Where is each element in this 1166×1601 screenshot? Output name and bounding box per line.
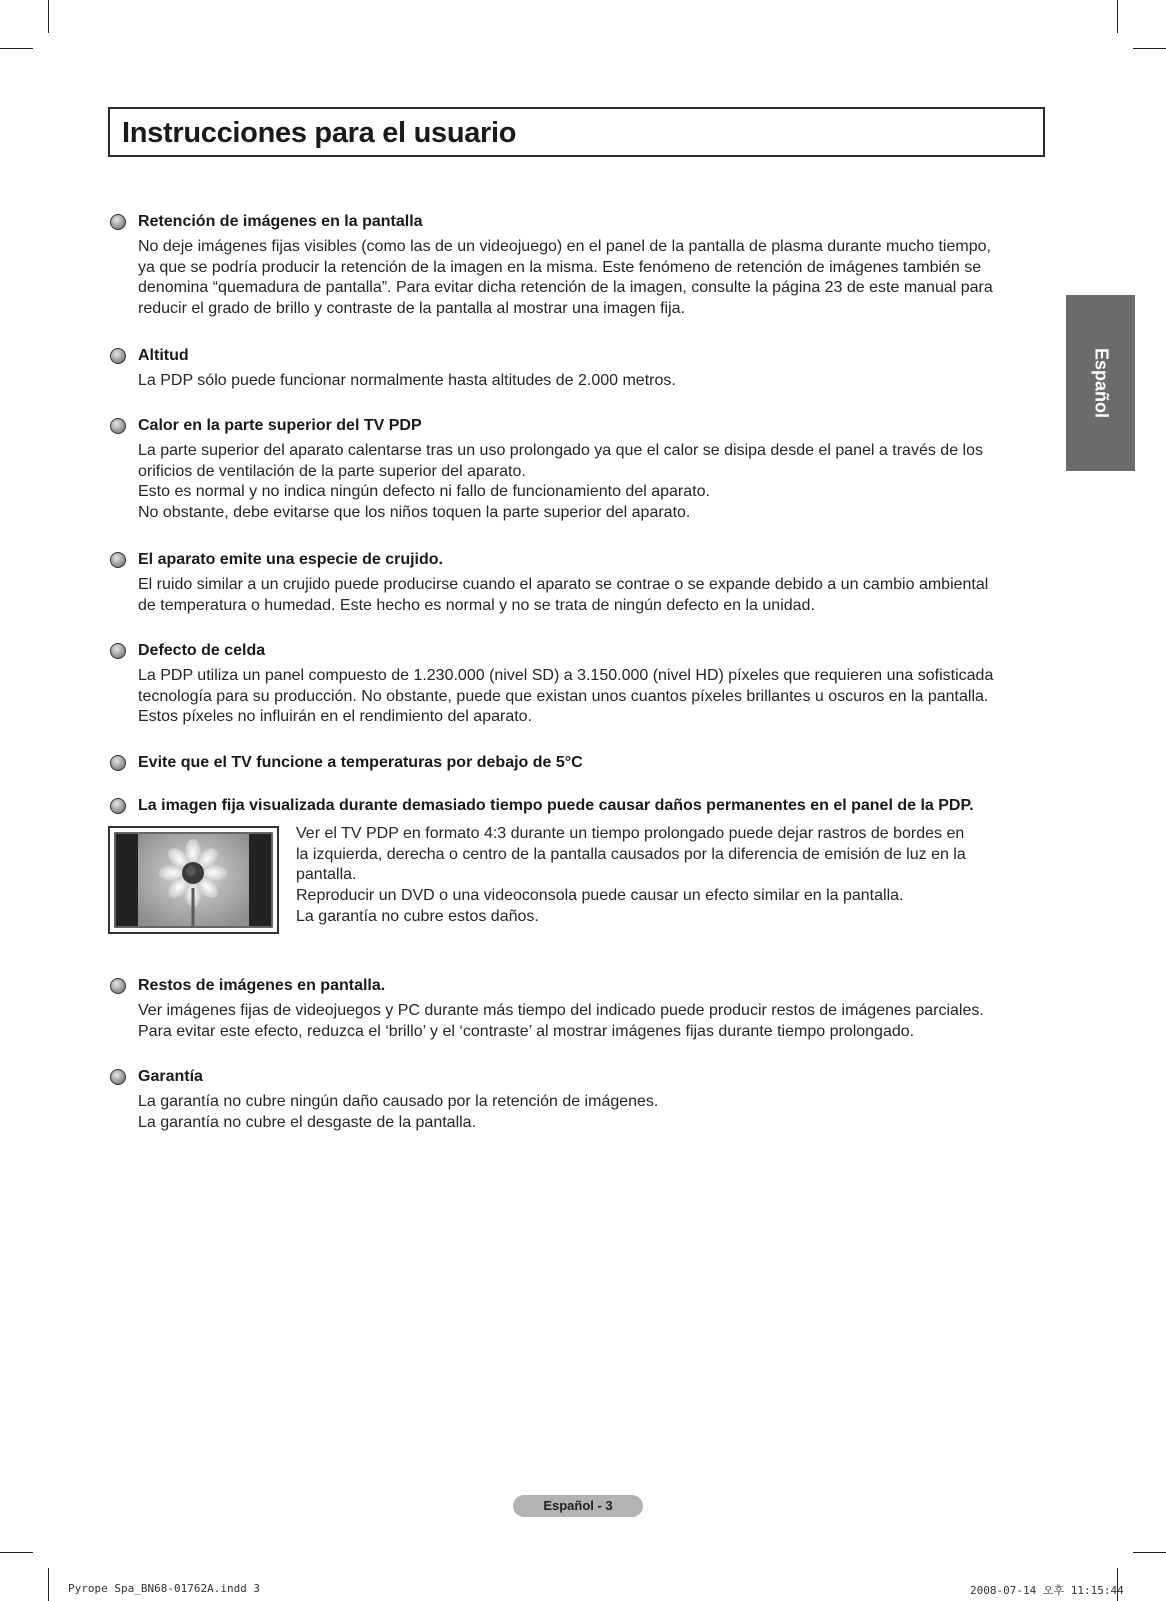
body-line: ya que se podría producir la retención de la imagen en la misma. Este fenómeno de retención de imágenes también se [138,258,982,276]
tv-burn-in-illustration [108,826,279,934]
body-line: La garantía no cubre ningún daño causado por la retención de imágenes. [138,1093,659,1110]
section-heading: La imagen fija visualizada durante demasiado tiempo puede causar daños permanentes en el panel de la PDP. [138,797,974,814]
static-image-text [296,824,966,928]
body-line: de temperatura o humedad. Este hecho es normal y no se trata de ningún defecto en la unidad. [138,596,815,614]
body-line: No obstante, debe evitarse que los niños toquen la parte superior del aparato. [138,504,691,522]
bullet-icon [110,418,126,434]
bullet-icon [110,978,126,994]
language-tab [1066,295,1135,471]
body-line: pantalla. [296,866,357,884]
body-line: la izquierda, derecha o centro de la pantalla causados por la diferencia de emisión de luz en la [296,845,966,863]
body-line: Estos píxeles no influirán en el rendimiento del aparato. [138,708,533,726]
section-heading: El aparato emite una especie de crujido. [138,551,443,568]
body-line: Ver el TV PDP en formato 4:3 durante un tiempo prolongado puede dejar rastros de bordes en [296,825,965,842]
print-slug-file: Pyrope Spa_BN68-01762A.indd 3 [68,1582,261,1595]
crop-mark [1133,48,1166,49]
body-line: Ver imágenes fijas de videojuegos y PC durante más tiempo del indicado puede producir restos de imágenes parciales. [138,1002,984,1019]
body-line: La garantía no cubre estos daños. [296,907,539,925]
language-tab-label: Español [1091,347,1111,419]
crop-mark [0,48,33,49]
crop-mark [48,0,49,33]
section-heading: Restos de imágenes en pantalla. [138,977,386,994]
body-line: La parte superior del aparato calentarse tras un uso prolongado ya que el calor se disipa desde el panel a través de los [138,442,983,459]
print-slug-timestamp: 2008-07-14 오후 11:15:44 [970,1584,1124,1597]
section-heading: Calor en la parte superior del TV PDP [138,417,422,434]
bullet-icon [110,552,126,568]
body-line: Esto es normal y no indica ningún defecto ni fallo de funcionamiento del aparato. [138,483,710,501]
section-heading: Evite que el TV funcione a temperaturas por debajo de 5°C [138,754,583,771]
crop-mark [1117,0,1118,33]
body-line: Para evitar este efecto, reduzca el ‘brillo’ y el ‘contraste’ al mostrar imágenes fijas durante tiempo prolongado. [138,1022,915,1040]
bullet-icon [110,798,126,814]
bullet-icon [110,348,126,364]
section-heading: Defecto de celda [138,642,266,659]
crop-mark [1133,1552,1166,1553]
body-line: La PDP utiliza un panel compuesto de 1.230.000 (nivel SD) a 3.150.000 (nivel HD) píxeles que requieren una sofisticada [138,667,994,684]
body-line: Reproducir un DVD o una videoconsola puede causar un efecto similar en la pantalla. [296,887,904,905]
bullet-icon [110,214,126,230]
crop-mark [0,1552,33,1553]
title-box [108,107,1045,157]
body-line: reducir el grado de brillo y contraste de la pantalla al mostrar una imagen fija. [138,300,685,318]
section-heading: Retención de imágenes en la pantalla [138,213,423,230]
page-number-badge: Español - 3 [513,1495,643,1517]
body-line: El ruido similar a un crujido puede producirse cuando el aparato se contrae o se expande debido a un cambio ambiental [138,576,989,593]
body-line: orificios de ventilación de la parte superior del aparato. [138,462,526,480]
bullet-icon [110,1069,126,1085]
body-line: La garantía no cubre el desgaste de la pantalla. [138,1113,477,1131]
page-title: Instrucciones para el usuario [122,117,517,149]
body-line: denomina “quemadura de pantalla”. Para evitar dicha retención de la imagen, consulte la página 23 de este manual para [138,279,993,297]
body-line: No deje imágenes fijas visibles (como las de un videojuego) en el panel de la pantalla de plasma durante mucho tiempo, [138,238,991,255]
body-line: tecnología para su producción. No obstante, puede que existan unos cuantos píxeles brillantes u oscuros en la pantalla. [138,687,989,705]
flower-image [110,828,277,932]
bullet-icon [110,755,126,771]
bullet-icon [110,643,126,659]
section-heading: Garantía [138,1068,203,1085]
section-heading: Altitud [138,347,189,364]
body-line: La PDP sólo puede funcionar normalmente hasta altitudes de 2.000 metros. [138,372,676,389]
crop-mark [48,1568,49,1601]
